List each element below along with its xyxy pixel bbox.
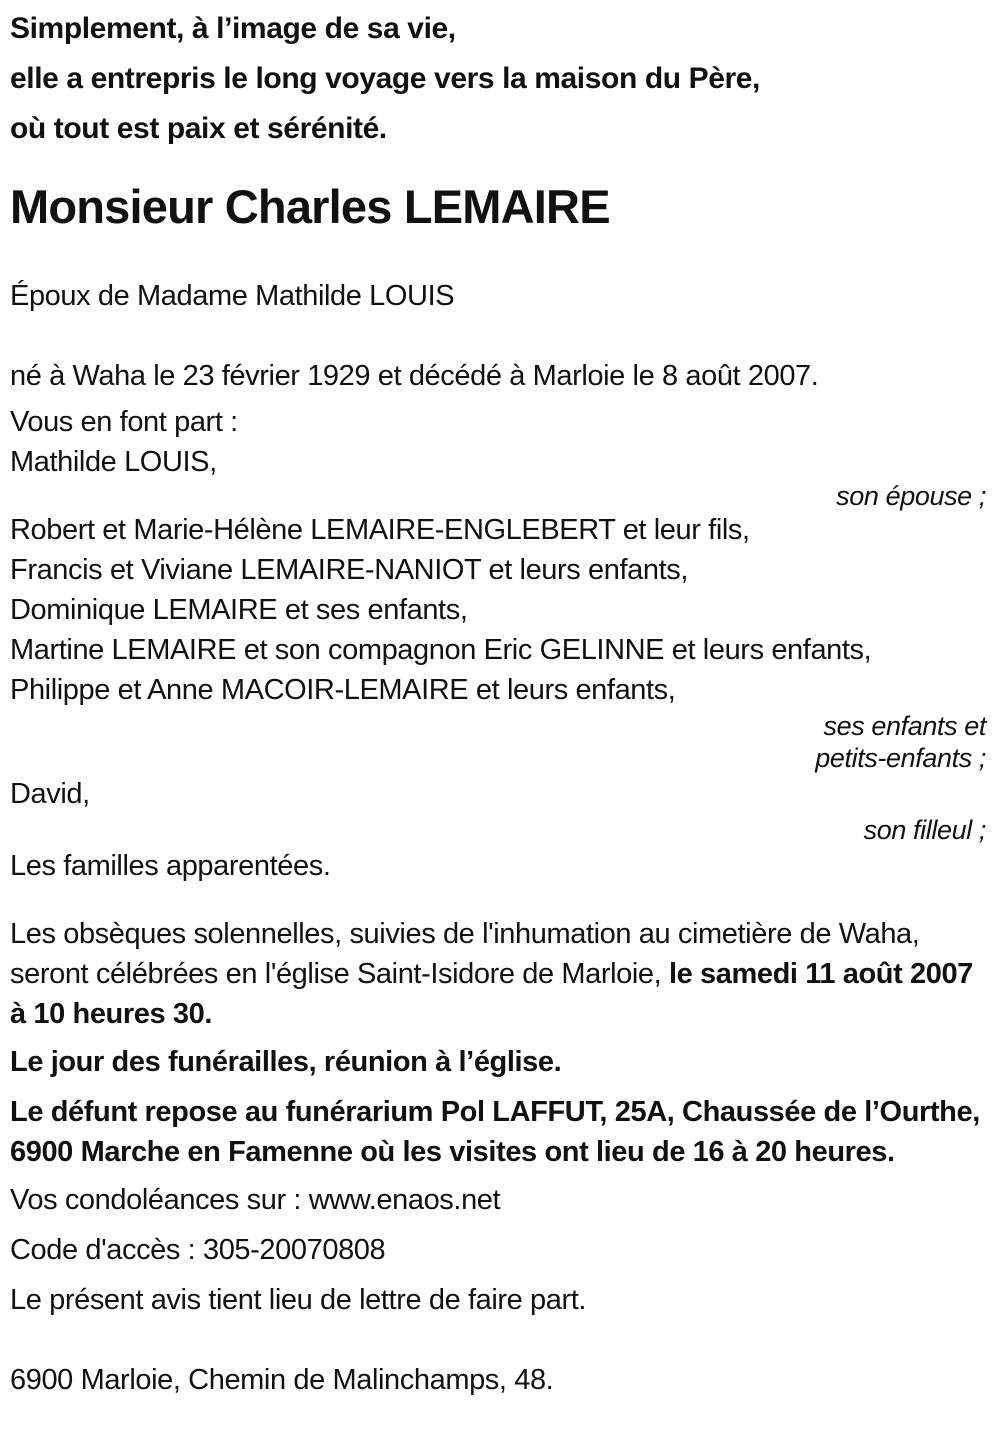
epitaph bbox=[10, 4, 986, 154]
epitaph-line-3: où tout est paix et sérénité. bbox=[10, 112, 387, 145]
mourner-child-2: Francis et Viviane LEMAIRE-NANIOT et leurs enfants, bbox=[10, 554, 689, 586]
mourner-child-5: Philippe et Anne MACOIR-LEMAIRE et leurs enfants, bbox=[10, 674, 676, 706]
condolences-website-line: Vos condoléances sur : www.enaos.net bbox=[10, 1184, 501, 1216]
epitaph-line-2: elle a entrepris le long voyage vers la maison du Père, bbox=[10, 62, 760, 95]
mourner-child-3: Dominique LEMAIRE et ses enfants, bbox=[10, 594, 468, 626]
repose-paragraph: Le défunt repose au funérarium Pol LAFFUT, 25A, Chaussée de l’Ourthe, 6900 Marche en Famenne où les visites ont lieu de 16 à 20 heures. bbox=[10, 1096, 980, 1168]
announcement-intro: Vous en font part : bbox=[10, 406, 238, 438]
relation-godson: son filleul ; bbox=[863, 815, 986, 845]
related-families-line: Les familles apparentées. bbox=[10, 850, 331, 882]
funeral-ceremony-paragraph bbox=[10, 914, 986, 1034]
mourner-child-4: Martine LEMAIRE et son compagnon Eric GELINNE et leurs enfants, bbox=[10, 634, 872, 666]
life-dates-line: né à Waha le 23 février 1929 et décédé à Marloie le 8 août 2007. bbox=[10, 360, 819, 392]
deceased-name: Monsieur Charles LEMAIRE bbox=[10, 180, 610, 233]
epitaph-line-1: Simplement, à l’image de sa vie, bbox=[10, 12, 456, 45]
notice-footer-line: Le présent avis tient lieu de lettre de faire part. bbox=[10, 1284, 587, 1316]
spouse-of-line: Époux de Madame Mathilde LOUIS bbox=[10, 280, 455, 312]
funeral-meeting-line: Le jour des funérailles, réunion à l’église. bbox=[10, 1046, 562, 1078]
mourners-list bbox=[10, 442, 986, 886]
mourner-spouse: Mathilde LOUIS, bbox=[10, 446, 217, 478]
funeral-ceremony-text: Les obsèques solennelles, suivies de l'inhumation au cimetière de Waha, seront célébrées en l'église Saint-Isidore de Marloie, bbox=[10, 918, 920, 990]
mourner-godson: David, bbox=[10, 778, 90, 810]
funeral-ceremony-datetime: le samedi 11 août 2007 à 10 heures 30. bbox=[10, 958, 973, 1030]
relation-children-line-1: ses enfants et bbox=[823, 711, 986, 741]
relation-children-line-2: petits-enfants ; bbox=[815, 743, 986, 773]
mourner-child-1: Robert et Marie-Hélène LEMAIRE-ENGLEBERT et leur fils, bbox=[10, 514, 750, 546]
address-line: 6900 Marloie, Chemin de Malinchamps, 48. bbox=[10, 1364, 554, 1396]
access-code-line: Code d'accès : 305-20070808 bbox=[10, 1234, 386, 1266]
relation-spouse: son épouse ; bbox=[836, 481, 986, 511]
